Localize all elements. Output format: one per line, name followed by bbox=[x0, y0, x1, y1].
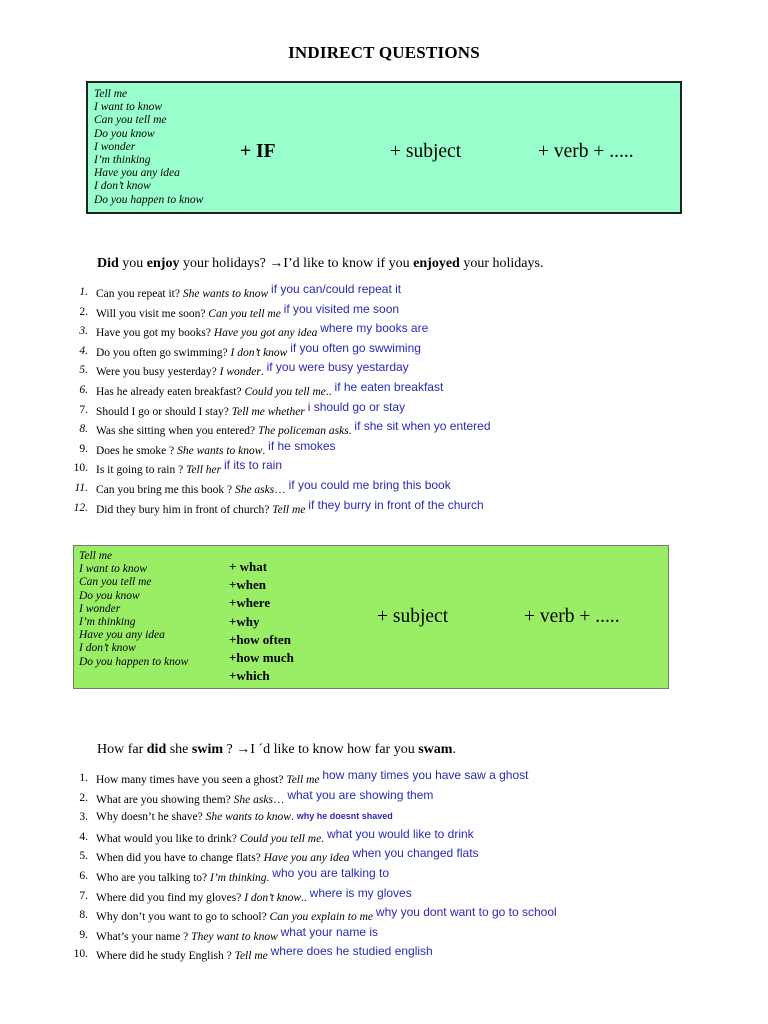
indirect-prompt: She asks bbox=[234, 484, 275, 496]
item-number: 9. bbox=[79, 928, 88, 941]
item-number: 1. bbox=[79, 286, 88, 298]
example-text: I ´d like to know how far you bbox=[250, 742, 419, 757]
example-text: I’d like to know if you bbox=[283, 256, 414, 271]
direct-question: Should I go or should I stay? bbox=[96, 405, 229, 418]
answer-field[interactable]: if you could me bring this book bbox=[288, 478, 451, 492]
intro-phrase: Do you happen to know bbox=[79, 655, 189, 668]
direct-question: Do you often go swimming? bbox=[96, 346, 228, 359]
answer-field[interactable]: why he doesnt shaved bbox=[296, 811, 393, 822]
arrow-icon: → bbox=[236, 742, 251, 757]
item-number: 6. bbox=[79, 870, 88, 882]
indirect-prompt: Have you any idea bbox=[263, 852, 350, 865]
direct-question: Did they bury him in front of church? bbox=[96, 503, 270, 516]
answer-dots: . bbox=[266, 872, 270, 884]
indirect-prompt: They want to know bbox=[191, 930, 278, 943]
intro-phrase: Can you tell me bbox=[94, 114, 167, 127]
example-text: she bbox=[166, 742, 192, 757]
indirect-prompt: Could you tell me bbox=[239, 832, 322, 845]
answer-dots: . bbox=[290, 811, 294, 824]
indirect-prompt: Can you explain to me bbox=[269, 911, 374, 924]
item-content bbox=[96, 340, 421, 359]
item-content bbox=[96, 885, 412, 904]
item-content bbox=[96, 944, 433, 963]
intro-phrase: I wonder bbox=[94, 140, 136, 153]
indirect-prompt: Tell me bbox=[286, 774, 320, 786]
indirect-prompt: The policeman asks bbox=[257, 425, 349, 438]
intro-phrase: Have you any idea bbox=[79, 629, 165, 642]
intro-phrase: I’m thinking bbox=[94, 154, 151, 167]
answer-field[interactable]: who you are talking to bbox=[272, 866, 390, 880]
item-number: 4. bbox=[79, 344, 88, 357]
direct-question: Have you got my books? bbox=[96, 327, 211, 340]
item-number: 5. bbox=[79, 850, 88, 863]
indirect-prompt: Tell me whether bbox=[231, 405, 305, 418]
answer-field[interactable]: if they burry in front of the church bbox=[308, 497, 484, 512]
plus-if-label: + IF bbox=[240, 141, 276, 162]
example-text: . bbox=[452, 742, 456, 757]
direct-question: What’s your name ? bbox=[96, 930, 189, 943]
item-number: 7. bbox=[79, 403, 88, 416]
intro-phrase: Do you happen to know bbox=[94, 193, 204, 206]
intro-phrase: Have you any idea bbox=[94, 167, 180, 180]
plus-subject-label: + subject bbox=[377, 606, 449, 627]
item-number: 10. bbox=[73, 948, 88, 961]
answer-field[interactable]: where my books are bbox=[320, 321, 429, 336]
item-number: 3. bbox=[79, 811, 88, 824]
answer-field[interactable]: where does he studied english bbox=[270, 944, 433, 959]
plus-subject-label: + subject bbox=[390, 141, 462, 162]
example-text: How far bbox=[97, 742, 147, 757]
example-text: your holidays? bbox=[179, 256, 270, 271]
item-content bbox=[96, 458, 283, 477]
example-text: you bbox=[118, 256, 147, 271]
example-enjoy: enjoy bbox=[146, 256, 180, 271]
item-number: 3. bbox=[79, 325, 88, 338]
answer-field[interactable]: if you visited me soon bbox=[283, 301, 400, 316]
item-content bbox=[96, 360, 409, 379]
indirect-prompt: I don’t know bbox=[244, 891, 302, 904]
answer-field[interactable]: when you changed flats bbox=[352, 846, 479, 861]
item-content bbox=[96, 811, 393, 823]
if-formula-box bbox=[86, 81, 682, 214]
direct-question: Has he already eaten breakfast? bbox=[96, 386, 242, 398]
answer-field[interactable]: if she sit when yo entered bbox=[354, 419, 491, 434]
direct-question: Does he smoke ? bbox=[96, 444, 175, 457]
direct-question: Why doesn’t he shave? bbox=[96, 811, 203, 824]
wh-words-list bbox=[229, 558, 294, 685]
wh-word: +when bbox=[229, 577, 267, 593]
example-text: your holidays. bbox=[459, 256, 544, 271]
intro-phrase: Tell me bbox=[94, 88, 128, 100]
intro-phrase: Tell me bbox=[79, 550, 113, 562]
plus-verb-label: + verb + ..... bbox=[524, 606, 620, 627]
answer-dots: … bbox=[274, 484, 286, 496]
item-number: 8. bbox=[79, 909, 88, 922]
item-content bbox=[96, 321, 429, 340]
answer-dots: . bbox=[262, 444, 266, 457]
answer-field[interactable]: if you often go swwiming bbox=[290, 340, 421, 355]
wh-word: +how much bbox=[229, 650, 294, 666]
item-content bbox=[96, 905, 557, 924]
answer-dots: . bbox=[321, 832, 325, 845]
item-content bbox=[96, 399, 406, 418]
indirect-prompt: Can you tell me bbox=[208, 307, 281, 320]
intro-phrase: I want to know bbox=[79, 563, 148, 576]
example-enjoyed: enjoyed bbox=[413, 256, 460, 271]
item-content bbox=[96, 924, 379, 943]
item-number: 9. bbox=[79, 442, 88, 455]
item-content bbox=[96, 768, 529, 786]
indirect-prompt: Have you got any idea bbox=[213, 327, 318, 340]
answer-dots: .. bbox=[301, 891, 307, 904]
direct-question: Who are you talking to? bbox=[96, 872, 208, 884]
wh-word: +which bbox=[229, 668, 270, 684]
item-content bbox=[96, 438, 336, 457]
direct-question: Is it going to rain ? bbox=[96, 464, 184, 477]
direct-question: Was she sitting when you entered? bbox=[96, 425, 256, 438]
wh-word: +how often bbox=[229, 631, 291, 647]
answer-field[interactable]: if he smokes bbox=[268, 438, 336, 453]
example-swam: swam bbox=[418, 742, 453, 757]
answer-field[interactable]: what you are showing them bbox=[287, 787, 434, 802]
answer-field[interactable]: i should go or stay bbox=[307, 399, 406, 414]
indirect-prompt: I wonder bbox=[219, 366, 261, 379]
wh-formula-box bbox=[73, 545, 669, 689]
direct-question: Why don’t you want to go to school? bbox=[96, 911, 267, 924]
plus-verb-label: + verb + ..... bbox=[538, 141, 634, 162]
indirect-prompt: I don’t know bbox=[230, 346, 288, 359]
arrow-icon: → bbox=[269, 256, 284, 271]
answer-dots: … bbox=[272, 793, 285, 806]
item-content bbox=[96, 301, 400, 320]
direct-question: Will you visit me soon? bbox=[96, 307, 206, 320]
answer-dots: .. bbox=[325, 386, 332, 398]
item-content bbox=[96, 787, 434, 806]
indirect-prompt: She wants to know bbox=[205, 811, 291, 824]
answer-field[interactable]: how many times you have saw a ghost bbox=[322, 768, 529, 782]
answer-dots: . bbox=[260, 366, 264, 379]
indirect-prompt: She wants to know bbox=[177, 444, 263, 457]
item-content bbox=[96, 419, 491, 438]
intro-phrase: I want to know bbox=[94, 101, 163, 114]
example-text: ? bbox=[223, 742, 237, 757]
direct-question: What are you showing them? bbox=[96, 793, 231, 806]
item-content bbox=[96, 478, 451, 496]
example-swim: swim bbox=[191, 742, 224, 757]
direct-question: What would you like to drink? bbox=[96, 832, 237, 845]
item-number: 5. bbox=[79, 364, 88, 377]
example-did: Did bbox=[97, 256, 119, 271]
indirect-prompt: She asks bbox=[233, 793, 273, 806]
intro-phrases-list bbox=[94, 88, 203, 207]
indirect-prompt: Could you tell me bbox=[244, 386, 326, 398]
wh-word: +where bbox=[229, 595, 271, 611]
item-content bbox=[96, 380, 444, 398]
intro-phrase: Do you know bbox=[79, 589, 140, 602]
direct-question: Can you bring me this book ? bbox=[96, 484, 233, 496]
wh-word: + what bbox=[229, 559, 268, 574]
item-number: 8. bbox=[79, 423, 88, 436]
item-content bbox=[96, 866, 390, 884]
item-content bbox=[96, 846, 479, 865]
intro-phrase: I don’t know bbox=[79, 642, 136, 655]
item-content bbox=[96, 826, 474, 845]
item-number: 6. bbox=[79, 384, 88, 396]
indirect-prompt: Tell me bbox=[272, 503, 306, 516]
item-number: 12. bbox=[73, 501, 88, 514]
answer-field[interactable]: why you dont want to go to school bbox=[375, 905, 557, 920]
answer-field[interactable]: if its to rain bbox=[224, 458, 283, 473]
intro-phrase: I’m thinking bbox=[79, 616, 136, 629]
item-number: 2. bbox=[79, 791, 88, 804]
indirect-prompt: Tell her bbox=[186, 464, 222, 477]
answer-dots: . bbox=[348, 425, 352, 438]
example-sentence-1 bbox=[97, 256, 543, 272]
example-did: did bbox=[146, 742, 167, 757]
intro-phrase: I don’t know bbox=[94, 180, 151, 193]
answer-field[interactable]: what you would like to drink bbox=[326, 826, 474, 841]
intro-phrase: Do you know bbox=[94, 127, 155, 140]
answer-field[interactable]: where is my gloves bbox=[309, 885, 412, 900]
item-content bbox=[96, 282, 402, 300]
item-content bbox=[96, 497, 484, 516]
intro-phrases-list bbox=[79, 550, 188, 669]
item-number: 11. bbox=[74, 482, 88, 494]
direct-question: Can you repeat it? bbox=[96, 288, 180, 300]
indirect-prompt: I’m thinking bbox=[210, 872, 267, 884]
wh-word: +why bbox=[229, 613, 260, 629]
direct-question: When did you have to change flats? bbox=[96, 852, 261, 865]
intro-phrase: I wonder bbox=[79, 602, 121, 615]
intro-phrase: Can you tell me bbox=[79, 576, 152, 589]
example-sentence-2 bbox=[97, 742, 456, 758]
answer-field[interactable]: if you were busy yestarday bbox=[266, 360, 409, 375]
answer-field[interactable]: if you can/could repeat it bbox=[271, 282, 402, 296]
item-number: 4. bbox=[79, 830, 88, 843]
item-number: 7. bbox=[79, 889, 88, 902]
indirect-prompt: Tell me bbox=[234, 950, 268, 963]
answer-field[interactable]: what your name is bbox=[280, 924, 379, 939]
item-number: 10. bbox=[73, 462, 88, 475]
indirect-prompt: She wants to know bbox=[182, 288, 269, 300]
answer-field[interactable]: if he eaten breakfast bbox=[334, 380, 444, 394]
direct-question: Were you busy yesterday? bbox=[96, 366, 217, 379]
item-number: 1. bbox=[79, 772, 88, 784]
page-title: INDIRECT QUESTIONS bbox=[288, 43, 480, 62]
item-number: 2. bbox=[79, 305, 88, 318]
direct-question: Where did you find my gloves? bbox=[96, 891, 242, 904]
direct-question: How many times have you seen a ghost? bbox=[96, 774, 284, 786]
direct-question: Where did he study English ? bbox=[96, 950, 232, 963]
